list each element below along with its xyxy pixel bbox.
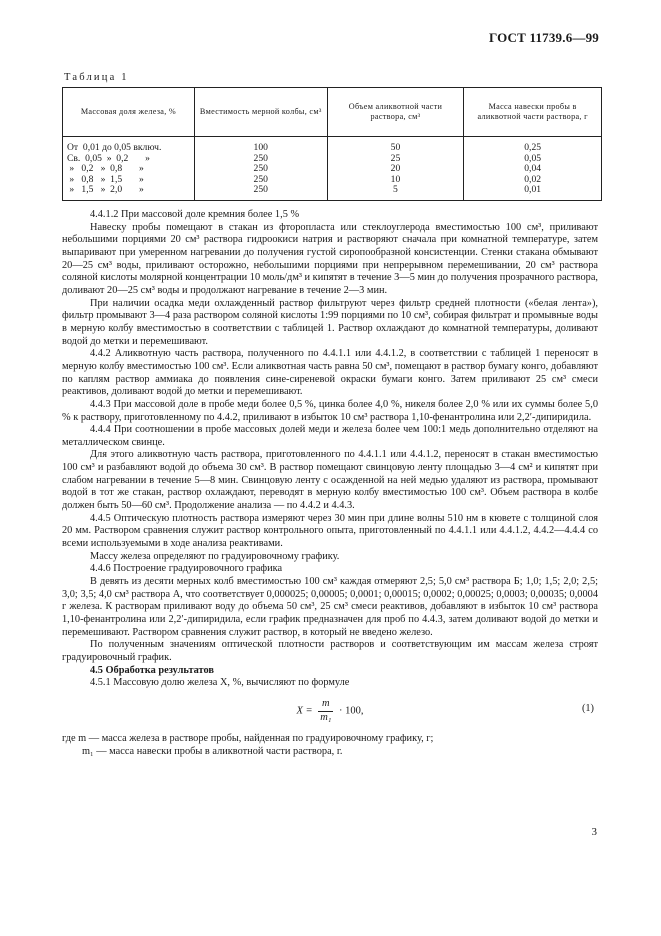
aliquot-cell: 10 [390,173,401,185]
paragraph: Навеску пробы помещают в стакан из фторопласта или стеклоуглерода вместимостью 100 см³, приливают небольшими порциями 20 см³ раствора гидроокиси натрия и растворяют сначала при комнатной температуре, затем выпаривают при умеренном нагревании до получения густой сиропообразной консистенции. Стенки стакана обмывают 20—25 см³ воды, приливают осторожно, небольшими порциями при непрерывном перемешивании, 20 см³ раствора соляной кислоты молярной концентрации 10 моль/дм³ и кипятят в течение 3—5 мин до получения прозрачного раствора, доливают 20—25 см³ воды и продолжают нагревание в течение 2—3 мин. [62,221,598,296]
mass-cell: 0,02 [524,173,542,185]
sample-mass-values [464,137,602,201]
formula-rhs: · 100, [339,705,364,717]
paragraph-4-4-4: 4.4.4 При соотношении в пробе массовых долей меди и железа более чем 100:1 медь дополнительно отделяют на металлическом свинце. [62,424,598,448]
paragraph: Массу железа определяют по градуировочному графику. [90,550,340,562]
paragraph-4-4-6-heading: 4.4.6 Построение градуировочного графика [90,563,283,575]
standard-header: ГОСТ 11739.6—99 [488,30,599,45]
data-table [62,87,602,201]
aliquot-volume-values [327,137,464,201]
formula-denominator: m₁ [320,711,332,723]
range-cell: » 0,8 » 1,5 » [67,173,144,185]
paragraph: В девять из десяти мерных колб вместимостью 100 см³ каждая отмеряют 2,5; 5,0 см³ раствора Б; 1,0; 1,5; 2,0; 2,5; 3,0; 3,5; 4,0 см³ раствора А, что соответствует 0,000025; 0,00005; 0,0001; 0,00015; 0,0002; 0,00025; 0,0003; 0,00035; 0,0004 г железа. К растворам приливают воду до объема 50 см³, 25 см³ смеси реактивов, добавляют в избыток 10 см³ раствора 1,10-фенантролина или 2,2′-дипиридила, если график предназначен для проб по 4.4.3, затем доливают водой до метки и перемешивают. Раствором сравнения служит раствор, в который не введено железо. [62,576,598,638]
column-header-flask-volume: Вместимость мерной колбы, см³ [194,88,327,137]
paragraph-4-5-1: 4.5.1 Массовую долю железа X, %, вычисляют по формуле [90,677,350,689]
volume-cell: 250 [253,163,268,175]
mass-cell: 0,04 [524,163,542,175]
aliquot-cell: 5 [393,184,398,196]
document-body [62,209,598,758]
definition-m: где m — масса железа в растворе пробы, найденная по градуировочному графику, г; [62,732,434,744]
table-caption: Таблица 1 [64,72,129,83]
section-4-5-heading: 4.5 Обработка результатов [90,664,215,676]
formula-expression [62,698,598,724]
table-row [63,137,602,201]
aliquot-cell: 20 [390,163,401,175]
formula-numerator: m [318,698,333,712]
paragraph: По полученным значениям оптической плотности растворов и соответствующим им массам железа строят градуировочный график. [62,639,598,663]
range-cell: Св. 0,05 » 0,2 » [67,152,150,164]
paragraph-4-4-5: 4.4.5 Оптическую плотность раствора измеряют через 30 мин при длине волны 510 нм в кювете с толщиной слоя 20 мм. Раствором сравнения служит раствор контрольного опыта, приготовленный по 4.4.1.1 или 4.4.1.2, 4.4.2—4.4.4 со всеми используемыми в ходе анализа реактивами. [62,512,598,550]
mass-cell: 0,05 [524,152,542,164]
volume-cell: 250 [253,152,268,164]
column-header-iron-fraction: Массовая доля железа, % [63,88,195,137]
column-header-aliquot-volume: Объем аликвотной части раствора, см³ [327,88,464,137]
aliquot-cell: 25 [390,152,401,164]
mass-cell: 0,01 [524,184,542,196]
definition-m1: m₁ — масса навески пробы в аликвотной части раствора, г. [82,745,343,757]
paragraph: При наличии осадка меди охлажденный раствор фильтруют через фильтр средней плотности («белая лента»), фильтр промывают 3—4 раза раствором соляной кислоты 1:99 порциями по 10 см³, собирая фильтрат и промывные воды в мерную колбу вместимостью в соответствии с таблицей 1. Раствор охлаждают до комнатной температуры, доливают водой до метки и перемешивают. [62,297,598,347]
range-cell: » 1,5 » 2,0 » [67,184,144,196]
volume-cell: 100 [253,142,268,153]
formula-lhs: X = [296,705,313,717]
mass-cell: 0,25 [524,142,542,153]
table-header-row [63,88,602,137]
formula-block [62,693,598,727]
variable-definitions [62,733,598,758]
paragraph: Для этого аликвотную часть раствора, приготовленного по 4.4.1.1 или 4.4.1.2, переносят в стакан вместимостью 100 см³ и разбавляют водой до объема 30 см³. В раствор помещают свинцовую ленту площадью 3—4 см² и кипятят при слабом нагревании в течение 5—8 мин. Свинцовую ленту с осажденной на ней медью удаляют из раствора, промывают водой в тот же стакан, раствор охлаждают, переводят в мерную колбу вместимостью 100 см³. Объем раствора в колбе должен быть 50—60 см³. Продолжение анализа — по 4.4.2 и 4.4.3. [62,449,598,512]
range-cell: » 0,2 » 0,8 » [67,163,144,175]
formula-number: (1) [581,702,594,714]
paragraph-4-4-3: 4.4.3 При массовой доле в пробе меди более 0,5 %, цинка более 4,0 %, никеля более 2,0 % или их суммы более 5,0 % к раствору, приготовленному по 4.4.2, приливают в избыток 10 см³ раствора 1,10-фенантролина или 2,2′-дипиридила. [62,398,598,423]
flask-volume-values [194,137,327,201]
iron-fraction-ranges [63,137,195,201]
paragraph-4-4-1-2-heading: 4.4.1.2 При массовой доле кремния более 1,5 % [90,209,300,220]
paragraph-4-4-2: 4.4.2 Аликвотную часть раствора, полученного по 4.4.1.1 или 4.4.1.2, в соответствии с таблицей 1 переносят в мерную колбу вместимостью 100 см³. Если аликвотная часть равна 50 см³, помещают в раствор бумагу конго, добавляют по каплям раствор аммиака до появления сине-сиреневой окраски бумаги конго. Затем приливают 25 см³ смеси реактивов, доливают водой до метки и перемешивают. [62,348,598,398]
range-cell: От 0,01 до 0,05 включ. [67,142,162,153]
volume-cell: 250 [253,184,268,196]
page-number: 3 [591,826,597,838]
volume-cell: 250 [253,173,268,185]
aliquot-cell: 50 [390,142,401,153]
formula-fraction [318,698,333,724]
column-header-sample-mass: Масса навески пробы в аликвотной части раствора, г [464,88,602,137]
